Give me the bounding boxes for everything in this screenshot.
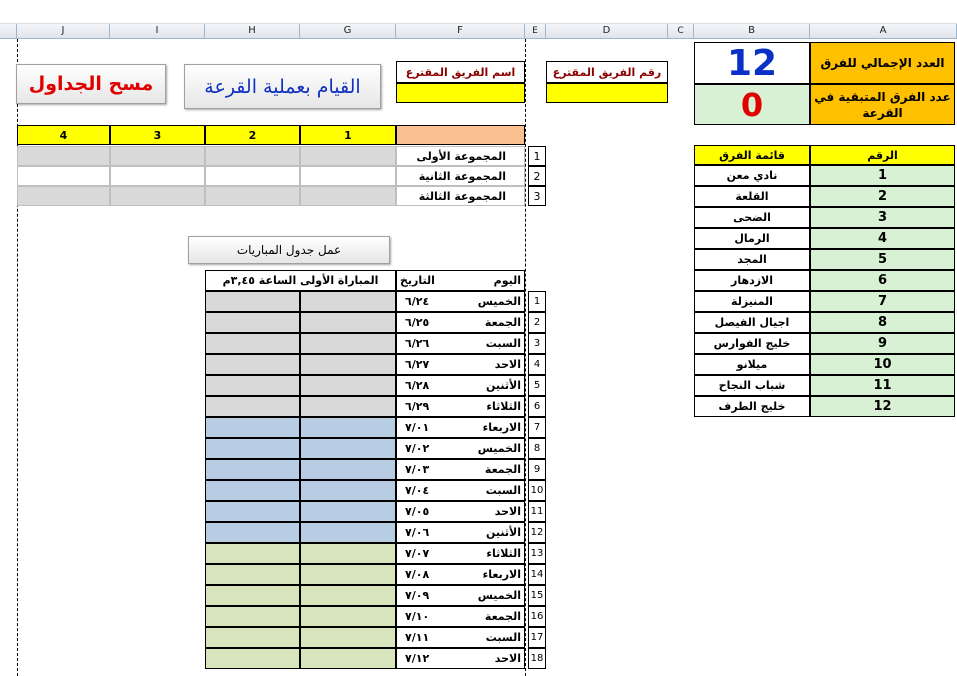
schedule-row-number: 4 — [528, 354, 546, 375]
group-number: 2 — [528, 166, 546, 186]
schedule-row-number: 18 — [528, 648, 546, 669]
schedule-day: الاحد — [494, 358, 521, 371]
group-slot-cell[interactable] — [110, 146, 205, 166]
schedule-date: ٧/١٢ — [405, 652, 430, 665]
schedule-row-number: 8 — [528, 438, 546, 459]
schedule-day-cell — [396, 648, 525, 669]
group-number: 1 — [528, 146, 546, 166]
page-break-line — [525, 39, 526, 676]
group-name: المجموعة الثالثة — [396, 186, 525, 206]
column-header-a[interactable]: A — [810, 24, 957, 39]
schedule-row-number: 10 — [528, 480, 546, 501]
column-header-j[interactable]: J — [17, 24, 110, 39]
schedule-row-number: 17 — [528, 627, 546, 648]
match-cell[interactable] — [205, 564, 300, 585]
match-cell[interactable] — [300, 417, 396, 438]
match-cell[interactable] — [300, 459, 396, 480]
schedule-day: الاحد — [494, 652, 521, 665]
schedule-row-number: 5 — [528, 375, 546, 396]
schedule-day: الاربعاء — [482, 421, 521, 434]
schedule-row-number: 11 — [528, 501, 546, 522]
group-slot-cell[interactable] — [110, 166, 205, 186]
match-cell[interactable] — [205, 417, 300, 438]
team-number: 10 — [810, 354, 955, 375]
schedule-date: ٦/٢٦ — [405, 337, 430, 350]
column-header-h[interactable]: H — [205, 24, 300, 39]
team-number-field[interactable] — [546, 83, 668, 103]
schedule-row-number: 16 — [528, 606, 546, 627]
schedule-row-number: 15 — [528, 585, 546, 606]
schedule-row-number: 7 — [528, 417, 546, 438]
match-cell[interactable] — [300, 438, 396, 459]
match-cell[interactable] — [205, 543, 300, 564]
schedule-date: ٧/٠٩ — [405, 589, 430, 602]
match-cell[interactable] — [205, 648, 300, 669]
team-number: 5 — [810, 249, 955, 270]
group-slot-header: 2 — [205, 125, 300, 145]
column-header-c[interactable]: C — [668, 24, 694, 39]
column-header-f[interactable]: F — [396, 24, 525, 39]
team-name: الضحى — [694, 207, 810, 228]
column-header-e[interactable]: E — [525, 24, 546, 39]
schedule-day-cell — [396, 606, 525, 627]
formula-bar-area — [0, 0, 957, 24]
team-name: القلعة — [694, 186, 810, 207]
team-name: المجد — [694, 249, 810, 270]
schedule-day: السبت — [485, 337, 521, 350]
clear-tables-button[interactable]: مسح الجداول — [16, 64, 166, 104]
group-slot-cell[interactable] — [205, 146, 300, 166]
schedule-day-cell — [396, 354, 525, 375]
schedule-row-number: 6 — [528, 396, 546, 417]
total-teams-label: العدد الإجمالي للفرق — [810, 42, 955, 84]
match-cell[interactable] — [300, 522, 396, 543]
schedule-row-number: 9 — [528, 459, 546, 480]
match-cell[interactable] — [205, 396, 300, 417]
first-match-header: المباراة الأولى الساعة ٣,٤٥م — [205, 270, 396, 291]
schedule-date: ٦/٢٤ — [405, 295, 430, 308]
match-cell[interactable] — [300, 480, 396, 501]
team-number: 12 — [810, 396, 955, 417]
schedule-day: الثلاثاء — [486, 547, 521, 560]
schedule-day: الخميس — [477, 442, 521, 455]
match-cell[interactable] — [205, 354, 300, 375]
match-cell[interactable] — [300, 501, 396, 522]
teams-list-header: قائمة الفرق — [694, 145, 810, 165]
team-name: شباب النجاح — [694, 375, 810, 396]
schedule-day: الاحد — [494, 505, 521, 518]
total-teams-value: 12 — [694, 42, 810, 84]
column-header-g[interactable]: G — [300, 24, 396, 39]
schedule-day-date-header — [396, 270, 525, 291]
schedule-day: الجمعة — [484, 316, 521, 329]
schedule-day-cell — [396, 627, 525, 648]
make-schedule-button[interactable]: عمل جدول المباريات — [188, 236, 390, 264]
schedule-date: ٧/٠٦ — [405, 526, 430, 539]
match-cell[interactable] — [205, 438, 300, 459]
schedule-row-number: 1 — [528, 291, 546, 312]
match-cell[interactable] — [205, 333, 300, 354]
schedule-date: ٦/٢٧ — [405, 358, 430, 371]
team-number: 4 — [810, 228, 955, 249]
schedule-date: ٧/٠٤ — [405, 484, 430, 497]
schedule-date: ٦/٢٥ — [405, 316, 430, 329]
group-number: 3 — [528, 186, 546, 206]
schedule-day: الثلاثاء — [486, 400, 521, 413]
column-header-b[interactable]: B — [694, 24, 810, 39]
day-header: اليوم — [493, 274, 521, 287]
team-number: 2 — [810, 186, 955, 207]
team-number-label: رقم الفريق المقترع — [546, 61, 668, 83]
schedule-date: ٧/١٠ — [405, 610, 430, 623]
run-draw-button[interactable]: القيام بعملية القرعة — [184, 64, 381, 109]
match-cell[interactable] — [300, 291, 396, 312]
schedule-row-number: 14 — [528, 564, 546, 585]
group-slot-cell[interactable] — [110, 186, 205, 206]
match-cell[interactable] — [300, 354, 396, 375]
schedule-day: السبت — [485, 484, 521, 497]
schedule-day-cell — [396, 396, 525, 417]
group-slot-cell[interactable] — [205, 186, 300, 206]
match-cell[interactable] — [205, 501, 300, 522]
schedule-day-cell — [396, 522, 525, 543]
team-name: الازدهار — [694, 270, 810, 291]
schedule-day: السبت — [485, 631, 521, 644]
remaining-teams-value: 0 — [694, 84, 810, 125]
schedule-date: ٧/٠٨ — [405, 568, 430, 581]
match-cell[interactable] — [300, 585, 396, 606]
match-cell[interactable] — [205, 312, 300, 333]
team-number: 3 — [810, 207, 955, 228]
match-cell[interactable] — [300, 648, 396, 669]
schedule-date: ٧/٠٢ — [405, 442, 430, 455]
schedule-day: الأثنين — [486, 379, 521, 392]
match-cell[interactable] — [205, 375, 300, 396]
schedule-day-cell — [396, 333, 525, 354]
column-header-d[interactable]: D — [546, 24, 668, 39]
match-cell[interactable] — [300, 543, 396, 564]
team-number: 8 — [810, 312, 955, 333]
team-number: 7 — [810, 291, 955, 312]
group-slot-cell[interactable] — [205, 166, 300, 186]
schedule-row-number: 3 — [528, 333, 546, 354]
team-number: 6 — [810, 270, 955, 291]
group-slot-cell[interactable] — [17, 166, 110, 186]
schedule-date: ٦/٢٨ — [405, 379, 430, 392]
remaining-teams-label: عدد الفرق المتبقية في القرعة — [810, 84, 955, 125]
schedule-day-cell — [396, 480, 525, 501]
group-slot-cell[interactable] — [300, 166, 396, 186]
schedule-row-number: 13 — [528, 543, 546, 564]
column-header-blank — [0, 24, 17, 39]
group-slot-header: 3 — [110, 125, 205, 145]
team-name: خليج الطرف — [694, 396, 810, 417]
match-cell[interactable] — [205, 522, 300, 543]
team-number: 9 — [810, 333, 955, 354]
team-name: الرمال — [694, 228, 810, 249]
match-cell[interactable] — [300, 627, 396, 648]
schedule-day: الاربعاء — [482, 568, 521, 581]
schedule-day: الخميس — [477, 295, 521, 308]
group-slot-cell[interactable] — [17, 186, 110, 206]
match-cell[interactable] — [300, 606, 396, 627]
schedule-day: الجمعة — [484, 610, 521, 623]
group-slot-header: 4 — [17, 125, 110, 145]
schedule-day: الخميس — [477, 589, 521, 602]
schedule-row-number: 12 — [528, 522, 546, 543]
date-header: التاريخ — [400, 274, 435, 287]
group-name: المجموعة الثانية — [396, 166, 525, 186]
schedule-date: ٧/٠١ — [405, 421, 430, 434]
column-header-i[interactable]: I — [110, 24, 205, 39]
schedule-day-cell — [396, 585, 525, 606]
schedule-day: الأثنين — [486, 526, 521, 539]
schedule-day-cell — [396, 291, 525, 312]
schedule-day-cell — [396, 375, 525, 396]
schedule-row-number: 2 — [528, 312, 546, 333]
match-cell[interactable] — [205, 291, 300, 312]
schedule-date: ٧/١١ — [405, 631, 430, 644]
group-slot-cell[interactable] — [300, 146, 396, 166]
team-name-label: اسم الفريق المقترع — [396, 61, 525, 83]
schedule-day-cell — [396, 417, 525, 438]
team-name: نادي معن — [694, 165, 810, 186]
schedule-date: ٧/٠٧ — [405, 547, 430, 560]
group-slot-cell[interactable] — [17, 146, 110, 166]
group-slot-header: 1 — [300, 125, 396, 145]
team-number: 11 — [810, 375, 955, 396]
team-name: ميلانو — [694, 354, 810, 375]
match-cell[interactable] — [205, 480, 300, 501]
teams-number-header: الرقم — [810, 145, 955, 165]
group-header-blank — [396, 125, 525, 145]
schedule-date: ٧/٠٥ — [405, 505, 430, 518]
match-cell[interactable] — [205, 627, 300, 648]
match-cell[interactable] — [300, 333, 396, 354]
group-name: المجموعة الأولى — [396, 146, 525, 166]
match-cell[interactable] — [205, 606, 300, 627]
match-cell[interactable] — [205, 459, 300, 480]
match-cell[interactable] — [300, 375, 396, 396]
schedule-day-cell — [396, 543, 525, 564]
schedule-day: الجمعة — [484, 463, 521, 476]
match-cell[interactable] — [300, 564, 396, 585]
schedule-day-cell — [396, 459, 525, 480]
match-cell[interactable] — [205, 585, 300, 606]
match-cell[interactable] — [300, 396, 396, 417]
group-slot-cell[interactable] — [300, 186, 396, 206]
schedule-day-cell — [396, 501, 525, 522]
schedule-date: ٦/٢٩ — [405, 400, 430, 413]
schedule-day-cell — [396, 438, 525, 459]
team-number: 1 — [810, 165, 955, 186]
team-name: خليج الفوارس — [694, 333, 810, 354]
match-cell[interactable] — [300, 312, 396, 333]
schedule-date: ٧/٠٣ — [405, 463, 430, 476]
schedule-day-cell — [396, 564, 525, 585]
team-name: اجيال الفيصل — [694, 312, 810, 333]
team-name-field[interactable] — [396, 83, 525, 103]
team-name: المنيزلة — [694, 291, 810, 312]
schedule-day-cell — [396, 312, 525, 333]
